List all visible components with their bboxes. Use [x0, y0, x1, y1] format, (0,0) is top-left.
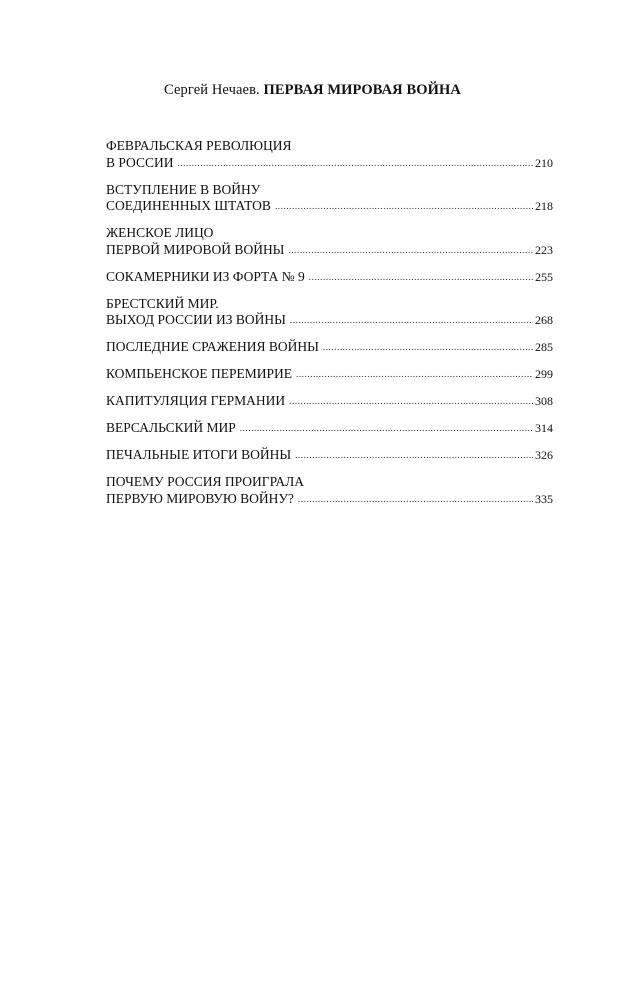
toc-entry[interactable]: [106, 339, 553, 357]
toc-page-number: 268: [535, 313, 553, 327]
toc-entry-title-line1: ФЕВРАЛЬСКАЯ РЕВОЛЮЦИЯ: [106, 138, 292, 153]
toc-page-number: 210: [535, 155, 553, 170]
dot-leader: [323, 339, 533, 356]
toc-entry[interactable]: [106, 296, 553, 330]
toc-entry[interactable]: [106, 138, 553, 172]
toc-entry-title: ВЕРСАЛЬСКИЙ МИР: [106, 420, 236, 435]
toc-entry[interactable]: [106, 269, 553, 287]
toc-page-number: 314: [535, 421, 553, 435]
dot-leader: [296, 366, 533, 383]
toc-entry-title-line2: В РОССИИ: [106, 154, 174, 170]
dot-leader: [288, 242, 533, 259]
toc-page-number: 218: [535, 199, 553, 213]
toc-entry-title-line1: ВСТУПЛЕНИЕ В ВОЙНУ: [106, 181, 261, 197]
toc-page-number: 326: [535, 448, 553, 462]
running-header: [0, 82, 625, 99]
dot-leader: [295, 447, 533, 464]
toc-entry-title-line2: ВЫХОД РОССИИ ИЗ ВОЙНЫ: [106, 312, 286, 327]
toc-entry-title-line1: ПОЧЕМУ РОССИЯ ПРОИГРАЛА: [106, 474, 305, 489]
toc-entry-title-line1: БРЕСТСКИЙ МИР.: [106, 295, 219, 311]
toc-page-number: 223: [535, 242, 553, 257]
dot-leader: [177, 155, 533, 172]
author-name: Сергей Нечаев.: [164, 82, 260, 98]
dot-leader: [309, 269, 533, 286]
book-title: ПЕРВАЯ МИРОВАЯ ВОЙНА: [263, 82, 461, 98]
toc-entry-title: ПЕЧАЛЬНЫЕ ИТОГИ ВОЙНЫ: [106, 447, 292, 462]
toc-entry-title: ПОСЛЕДНИЕ СРАЖЕНИЯ ВОЙНЫ: [106, 339, 319, 354]
toc-page-number: 255: [535, 269, 553, 284]
toc-entry-title: СОКАМЕРНИКИ ИЗ ФОРТА № 9: [106, 268, 305, 284]
toc-entry[interactable]: [106, 366, 553, 384]
toc-entry[interactable]: [106, 447, 553, 465]
toc-page-number: 299: [535, 367, 553, 381]
dot-leader: [275, 198, 533, 215]
toc-entry[interactable]: [106, 182, 553, 216]
dot-leader: [240, 420, 533, 437]
dot-leader: [289, 393, 533, 410]
toc-page-number: 335: [535, 491, 553, 506]
dot-leader: [290, 312, 533, 329]
toc-entry[interactable]: [106, 474, 553, 508]
toc-entry-title-line2: СОЕДИНЕННЫХ ШТАТОВ: [106, 198, 271, 213]
toc-entry-title: КОМПЬЕНСКОЕ ПЕРЕМИРИЕ: [106, 366, 292, 381]
toc-entry[interactable]: [106, 393, 553, 411]
table-of-contents: [106, 138, 553, 518]
toc-entry[interactable]: [106, 225, 553, 259]
toc-entry[interactable]: [106, 420, 553, 438]
toc-entry-title: КАПИТУЛЯЦИЯ ГЕРМАНИИ: [106, 393, 286, 408]
toc-entry-title-line2: ПЕРВОЙ МИРОВОЙ ВОЙНЫ: [106, 241, 285, 257]
toc-entry-title-line1: ЖЕНСКОЕ ЛИЦО: [106, 225, 214, 240]
toc-entry-title-line2: ПЕРВУЮ МИРОВУЮ ВОЙНУ?: [106, 490, 294, 506]
toc-page-number: 285: [535, 340, 553, 354]
dot-leader: [298, 491, 533, 508]
toc-page-number: 308: [535, 394, 553, 408]
